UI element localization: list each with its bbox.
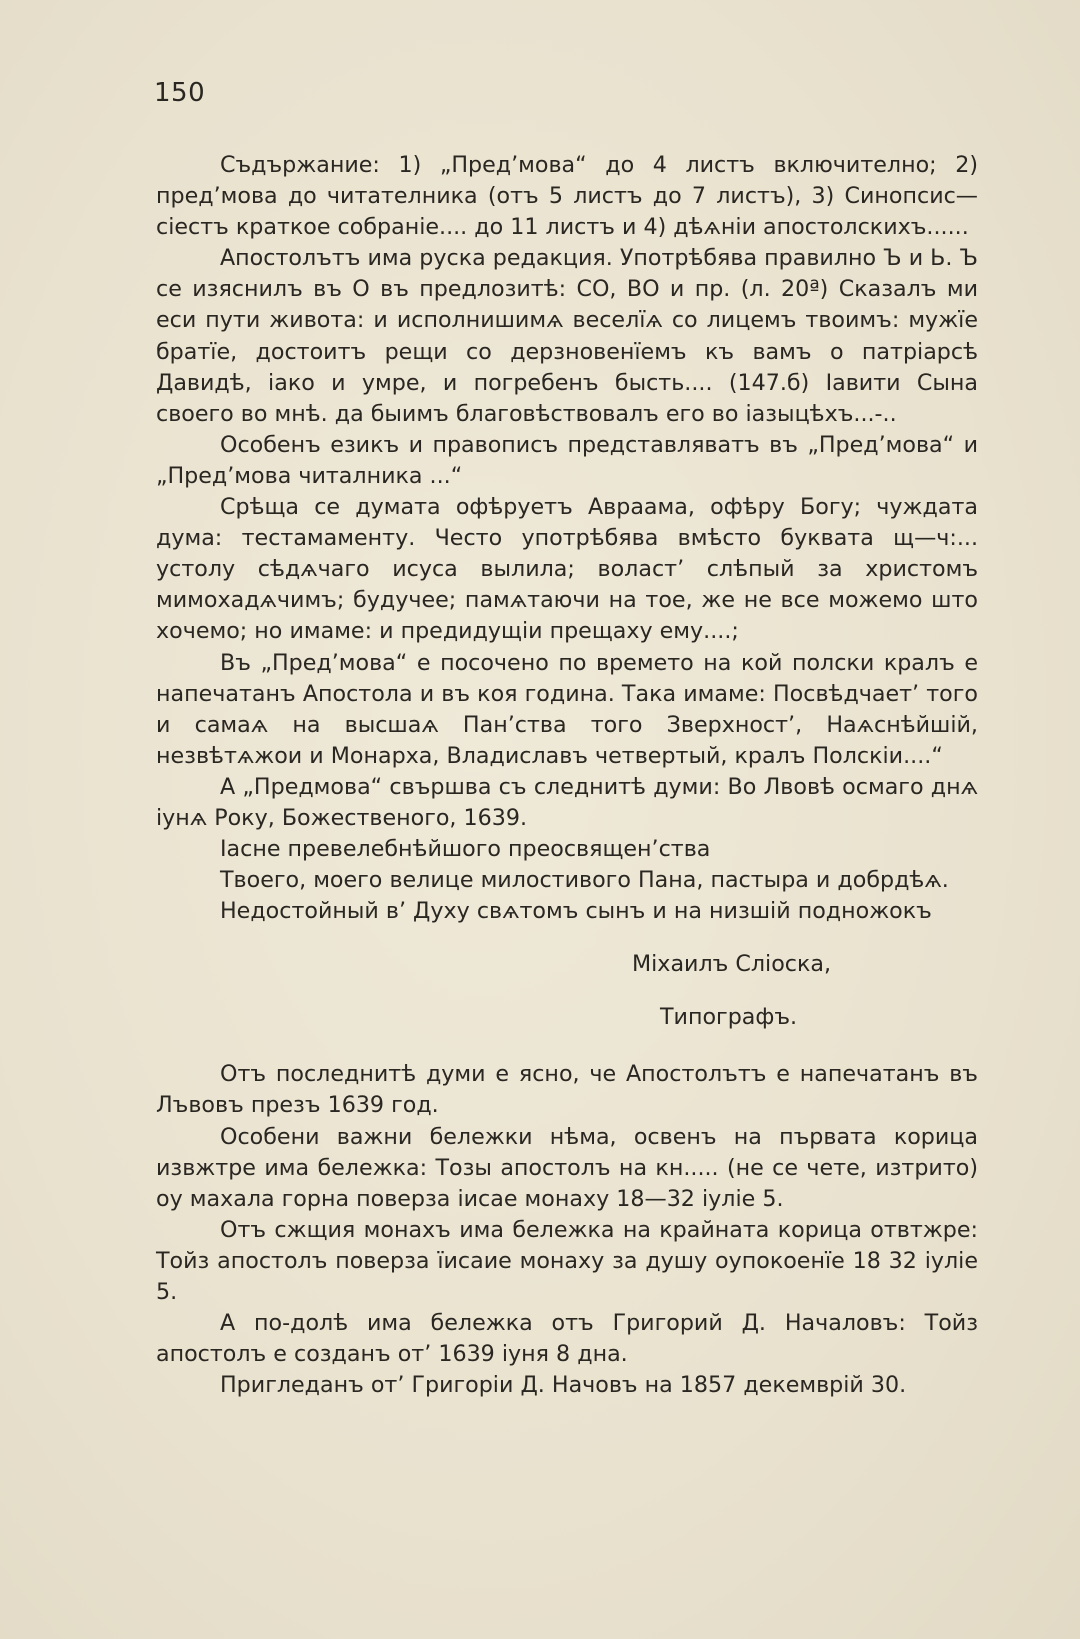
dedication-block [156,834,978,927]
dedication-line: Іасне превелебнѣйшого преосвящен’ства [220,836,711,863]
paragraph-king: Въ „Пред’мова“ е посочено по времето на кой полски кралъ е напечатанъ Апостола и въ коя година. Така имаме: Посвѣдчает’ того и самаѧ на высшаѧ Пан’ства того Зверхност’, Наѧснѣйшій, незвѣтѧжои и Монарха, Владиславъ четвертый, кралъ Полскіи....“ [156,649,978,769]
dedication-line: Недостойный в’ Духу свѧтомъ сынъ и на низшій подножокъ [220,898,932,925]
paragraph-conclusion: Отъ последнитѣ думи е ясно, че Апостолътъ е напечатанъ въ Лъвовъ презъ 1639 год. [156,1061,978,1119]
paragraph-contents: Съдържание: 1) „Пред’мова“ до 4 листъ включително; 2) пред’мова до читателника (отъ 5 листъ до 7 листъ), 3) Синопсис—сіестъ краткое собраніе.... до 11 листъ и 4) дѣѧніи апостолскихъ...... [156,152,978,241]
paragraph-language: Особенъ езикъ и правописъ представляватъ въ „Пред’мова“ и „Пред’мова читалника ...“ [156,431,978,489]
paragraph-inner-cover-note: Особени важни бележки нѣма, освенъ на първата корица извжтре има бележка: Тозы апостолъ на кн..... (не се чете, изтрито) оу махала горна поверза іисае монаху 18—32 іуліе 5. [156,1123,978,1212]
paragraph-back-cover-note: Отъ сжщия монахъ има бележка на крайната корица отвтжре: Тойз апостолъ поверза їисаие монаху за душу оупокоенїе 18 32 іуліе 5. [156,1216,978,1305]
paragraph-reviewed: Пригледанъ от’ Григоріи Д. Начовъ на 1857 декемврій 30. [220,1372,907,1399]
paragraph-nachov-note: А по-долѣ има бележка отъ Григорий Д. Началовъ: Тойз апостолъ е созданъ от’ 1639 іуня 8 дна. [156,1310,978,1368]
dedication-line: Твоего, моего велице милостивого Пана, пастыра и добрдѣѧ. [220,867,949,894]
paragraph-ending: А „Предмова“ свършва съ следнитѣ думи: Во Лвовѣ осмаго днѧ іунѧ Року, Божественого, 1639. [156,773,978,831]
signatory-name: Міхаилъ Сліоска, [632,951,832,978]
signatory-title: Типографъ. [660,1004,798,1031]
spacer [156,1033,978,1059]
paragraph-redaction: Апостолътъ има руска редакция. Употрѣбява правилно Ъ и Ь. Ъ се изяснилъ въ О въ предлозитѣ: СО, ВО и пр. (л. 20ª) Сказалъ ми еси пути живота: и исполнишимѧ веселїѧ со лицемъ твоимъ: мужїе братїе, достоитъ рещи со дерзновенїемъ къ вамъ о патріарсѣ Давидѣ, іако и умре, и погребенъ бысть.... (147.б) Іавити Сына своего во мнѣ. да быимъ благовѣствовалъ его во іазыцѣхъ...-.. [156,245,978,427]
paragraph-word-usage: Срѣща се думата офѣруетъ Авраама, офѣру Богу; чуждата дума: тестамаменту. Често употрѣбява вмѣсто буквата щ—ч:... устолу сѣдѧчаго исуса вылила; волаcт’ слѣпый за христомъ мимохадѧчимъ; будучее; памѧтаючи на тое, же не все можемо што хочемо; но имаме: и предидущіи прещаху ему....; [156,494,978,645]
page-body [156,150,978,1401]
page-number: 150 [154,78,206,108]
